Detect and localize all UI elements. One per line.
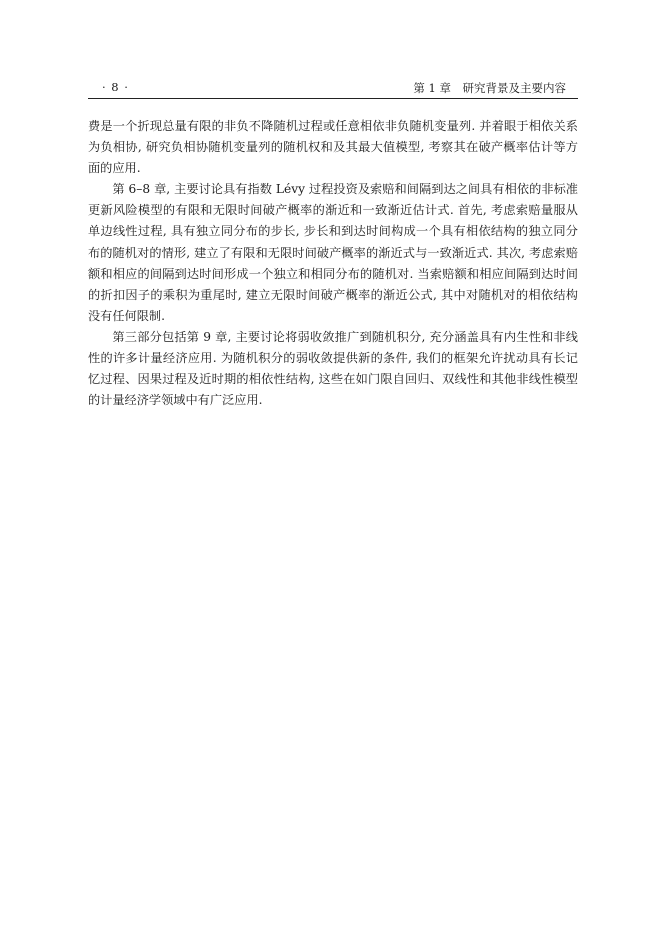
paragraph-chapters-6-8: 第 6–8 章, 主要讨论具有指数 Lévy 过程投资及索赔和间隔到达之间具有相依的非标准更新风险模型的有限和无限时间破产概率的渐近和一致渐近估计式. 首先, 考虑索赔量服从单边线性过程, 具有独立同分布的步长, 步长和到达时间构成一个具有相依结构的独立同分布的随机对的情形, 建立了有限和无限时间破产概率的渐近式与一致渐近式. 其次, 考虑索赔额和相应的间隔到达时间形成一个独立和相同分布的随机对. 当索赔额和相应间隔到达时间的折扣因子的乘积为重尾时, 建立无限时间破产概率的渐近公式, 其中对随机对的相依结构没有任何限制.	[88, 182, 578, 323]
body-text	[88, 116, 578, 411]
page-number: · 8 ·	[102, 80, 129, 94]
running-head: 第 1 章 研究背景及主要内容	[413, 81, 566, 95]
paragraph-continued: 费是一个折现总量有限的非负不降随机过程或任意相依非负随机变量列. 并着眼于相依关系为负相协, 研究负相协随机变量列的随机权和及其最大值模型, 考察其在破产概率估计等方面的应用.	[88, 119, 578, 176]
page-header	[88, 78, 578, 99]
paragraph-part-three: 第三部分包括第 9 章, 主要讨论将弱收敛推广到随机积分, 充分涵盖具有内生性和非线性的许多计量经济应用. 为随机积分的弱收敛提供新的条件, 我们的框架允许扰动具有长记忆过程、因果过程及近时期的相依性结构, 这些在如门限自回归、双线性和其他非线性模型的计量经济学领域中有广泛应用.	[88, 329, 578, 408]
